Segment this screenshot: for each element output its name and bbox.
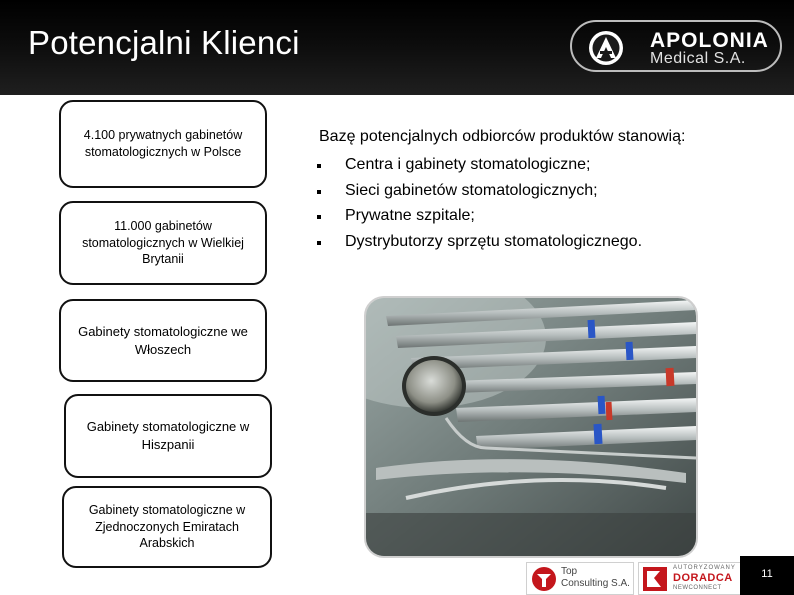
bullet-icon	[317, 190, 321, 194]
apolonia-emblem-icon	[588, 30, 624, 66]
list-item	[315, 229, 642, 255]
header-bar	[0, 0, 794, 95]
doradca-sub-label: NEWCONNECT	[673, 585, 722, 591]
top-consulting-line2: Consulting S.A.	[561, 578, 630, 589]
dental-tools-image	[366, 298, 696, 556]
top-consulting-emblem-icon	[531, 566, 557, 592]
box-uae: Gabinety stomatologiczne w Zjednoczonych Emiratach Arabskich	[62, 486, 272, 568]
doradca-logo	[638, 562, 746, 595]
top-consulting-logo	[526, 562, 634, 595]
top-consulting-line1: Top	[561, 566, 578, 577]
box-uk: 11.000 gabinetów stomatologicznych w Wielkiej Brytanii	[59, 201, 267, 285]
box-poland: 4.100 prywatnych gabinetów stomatologicznych w Polsce	[59, 100, 267, 188]
list-item-label: Prywatne szpitale;	[345, 207, 475, 224]
intro-text: Bazę potencjalnych odbiorców produktów stanowią:	[319, 128, 686, 145]
doradca-emblem-icon	[642, 566, 668, 592]
bullet-icon	[317, 164, 321, 168]
list-item	[315, 152, 642, 178]
list-item	[315, 203, 642, 229]
dental-instruments-photo	[364, 296, 698, 558]
doradca-name: DORADCA	[673, 572, 733, 584]
customer-list	[315, 152, 642, 254]
apolonia-logo	[570, 20, 782, 72]
list-item-label: Centra i gabinety stomatologiczne;	[345, 156, 591, 173]
box-spain: Gabinety stomatologiczne w Hiszpanii	[64, 394, 272, 478]
list-item-label: Dystrybutorzy sprzętu stomatologicznego.	[345, 232, 643, 250]
page-number: 11	[740, 556, 794, 595]
box-italy: Gabinety stomatologiczne we Włoszech	[59, 299, 267, 382]
brand-name: APOLONIA	[650, 29, 769, 52]
bullet-icon	[317, 241, 321, 245]
list-item-label: Sieci gabinetów stomatologicznych;	[345, 181, 598, 199]
slide-title: Potencjalni Klienci	[28, 24, 300, 61]
doradca-top-label: AUTORYZOWANY	[673, 565, 736, 571]
brand-subtitle: Medical S.A.	[650, 50, 746, 67]
list-item	[315, 178, 642, 204]
bullet-icon	[317, 215, 321, 219]
